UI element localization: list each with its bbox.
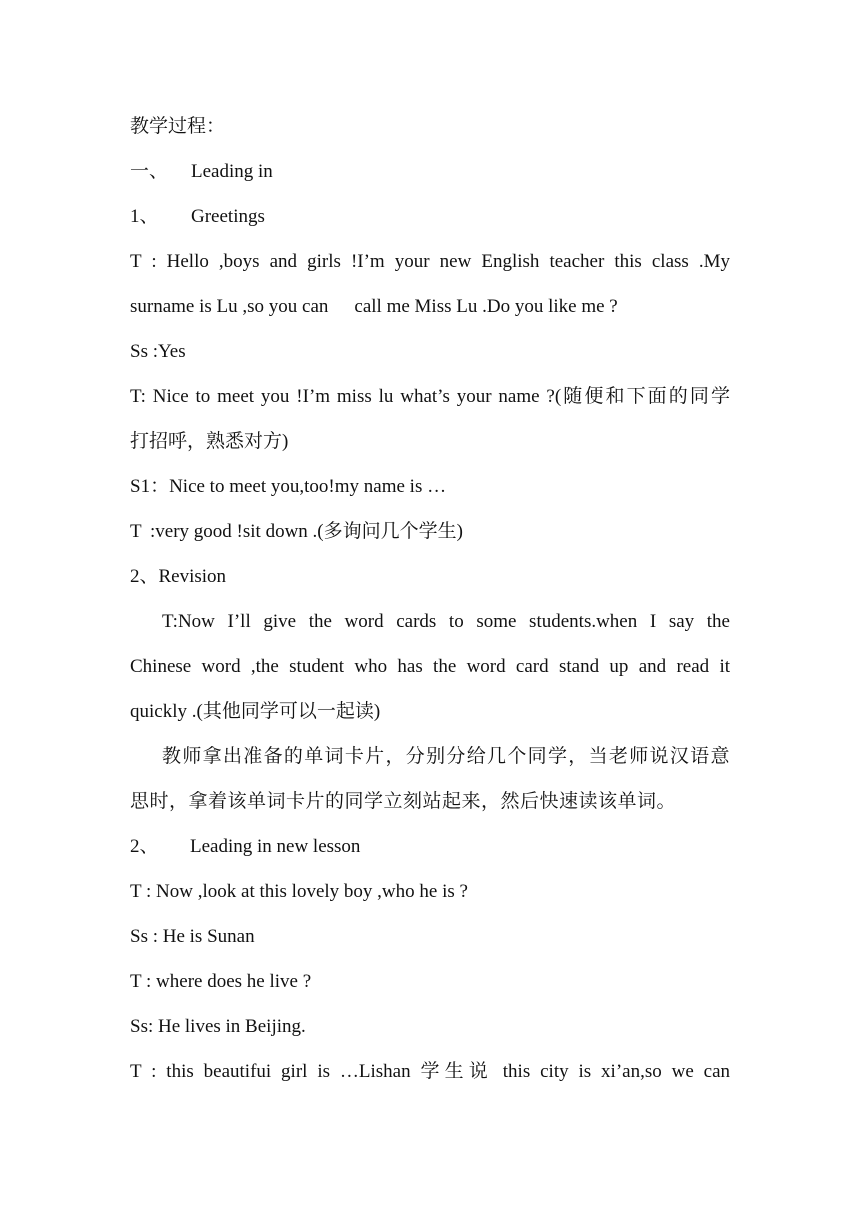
- text-line: T:Now I’ll give the word cards to some students.when I say the: [162, 611, 730, 632]
- text-line: Ss : He is Sunan: [130, 926, 255, 947]
- text-segment: surname is Lu ,so you can: [130, 296, 329, 317]
- text-segment: 学生说: [420, 1061, 493, 1082]
- step-revision: 2、Revision: [130, 566, 227, 587]
- text-segment: Chinese word ,the student who has the word card: [130, 656, 549, 677]
- text-line: [130, 517, 730, 562]
- text-segment: call me Miss Lu .Do you like me ?: [354, 296, 618, 317]
- heading-text: 教学过程：: [130, 116, 226, 137]
- speaker-label: T: [130, 521, 142, 542]
- section-heading: [130, 112, 730, 157]
- text-segment: stand up and read it: [558, 656, 731, 677]
- part-heading-leading-in: [130, 157, 730, 202]
- text-line: [130, 652, 730, 697]
- text-line: 思时，拿着该单词卡片的同学立刻站起来，然后快速读该单词。: [130, 791, 677, 812]
- step-number: 1、: [130, 206, 159, 227]
- text-line: Ss :Yes: [130, 341, 186, 362]
- part-title: Leading in: [191, 161, 273, 182]
- document-body: [130, 112, 730, 1102]
- text-line: [130, 1057, 730, 1102]
- text-line: T : where does he live ?: [130, 971, 312, 992]
- text-line: S1：Nice to meet you,too!my name is …: [130, 476, 447, 497]
- step-title: Leading in new lesson: [190, 836, 361, 857]
- text-line: T : Hello ,boys and girls !I’m your new English teacher this class .My: [130, 251, 730, 272]
- text-line: [130, 292, 730, 337]
- text-segment: T : this beautifui girl is …Lishan: [130, 1061, 411, 1082]
- text-line: Ss: He lives in Beijing.: [130, 1016, 306, 1037]
- text-line: 教师拿出准备的单词卡片，分别分给几个同学，当老师说汉语意: [162, 746, 730, 767]
- text-line: T : Now ,look at this lovely boy ,who he is ?: [130, 881, 468, 902]
- text-line: 打招呼，熟悉对方): [130, 431, 289, 452]
- step-greetings: [130, 202, 730, 247]
- text-line: quickly .(其他同学可以一起读): [130, 701, 381, 722]
- text-segment: this city is xi’an,so we can: [502, 1061, 731, 1082]
- step-title: Greetings: [191, 206, 265, 227]
- text-line: T: Nice to meet you !I’m miss lu what’s your name ?(随便和下面的同学: [130, 386, 730, 407]
- text-segment: :very good !sit down .(多询问几个学生): [150, 521, 463, 542]
- step-leading-in-new-lesson: [130, 832, 730, 877]
- step-number: 2、: [130, 836, 159, 857]
- part-number: 一、: [130, 161, 169, 182]
